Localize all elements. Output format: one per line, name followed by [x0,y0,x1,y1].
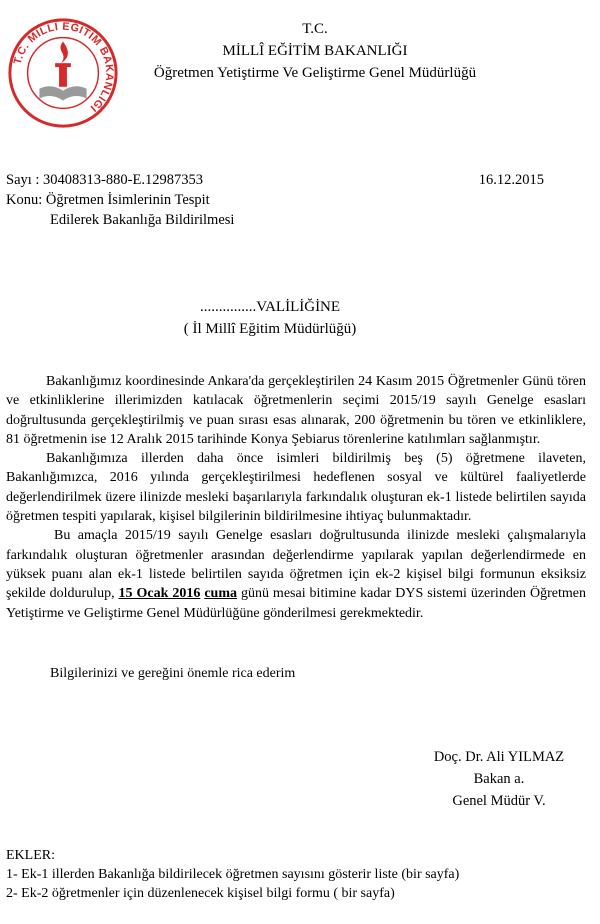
deadline-date: 15 Ocak 2016 [118,586,201,602]
signatory-title-1: Bakan a. [473,771,525,787]
paragraph-3 [6,526,586,622]
meb-seal-icon [4,14,122,132]
signature-block [414,746,584,812]
letter-body [6,372,586,623]
paragraph-2: Bakanlığımıza illerden daha önce isimleri bildirilmiş beş (5) öğretmene ilaveten, Bakanlığımızca, 2016 yılında gerçekleştirilmesi hedeflenen sosyal ve kültürel faaliyetlerde değerlendirilmek üzere ilinizde mesleki başarılarıyla farkındalık oluşturan ek-1 listede belirtilen sayıda öğretmen tespiti yapılarak, kişisel bilgilerinin bildirilmesine ihtiyaç bulunmaktadır. [6,451,586,525]
subject-line-2: Edilerek Bakanlığa Bildirilmesi [50,212,235,228]
paragraph-3-part-1: Bu amaçla 2015/19 sayılı Genelge esasları doğrultusunda ilinizde mesleki çalışmalarıyla farkındalık oluşturan öğretmenler arasından değerlendirme yapılarak yapılan değerlendirmede en yüksek puanı alan ek-1 listede belirtilen sayıda öğretmen için ek-2 kişisel bilgi formunun eksiksiz şekilde doldurulup, [6,528,586,602]
signatory-name: Doç. Dr. Ali YILMAZ [433,749,565,765]
signatory-title-2: Genel Müdür V. [452,793,546,809]
header-ministry: MİLLÎ EĞİTİM BAKANLIĞI [222,43,408,59]
header-republic: T.C. [302,21,328,37]
letterhead [110,18,520,84]
paragraph-1: Bakanlığımız koordinesinde Ankara'da gerçekleştirilen 24 Kasım 2015 Öğretmenler Günü tören ve etkinliklerine illerimizden katılacak öğretmenlerin seçimi 2015/19 sayılı Genelge esasları doğrultusunda gerçekleştirilmiş ve puan sırası esas alınarak, 200 öğretmenin bu tören ve etkinliklere, 81 öğretmenin ise 12 Aralık 2015 tarihinde Konya Şebiarus törenlerine katılımları sağlanmıştır. [6,374,586,447]
paragraph-3-part-2: günü mesai bitimine kadar DYS sistemi üzerinden Öğretmen Yetiştirme ve Geliştirme Genel Müdürlüğüne gönderilmesi gerekmektedir. [6,586,586,621]
attachments-heading: EKLER: [6,848,55,863]
attachments [6,846,459,903]
attachment-item: 2- Ek-2 öğretmenler için düzenlenecek kişisel bilgi formu ( bir sayfa) [6,886,395,901]
addressee-line-2: ( İl Millî Eğitim Müdürlüğü) [183,321,357,337]
addressee-line-1: ...............VALİLİĞİNE [199,299,341,315]
subject-line-1: Konu: Öğretmen İsimlerinin Tespit [6,192,210,208]
logo-ring-text: T.C. MİLLÎ EĞİTİM BAKANLIĞI [11,20,116,115]
attachment-item: 1- Ek-1 illerden Bakanlığa bildirilecek öğretmen sayısını gösterir liste (bir sayfa) [6,867,460,882]
closing-line: Bilgilerinizi ve gereğini önemle rica ederim [50,666,296,681]
addressee [120,296,420,340]
deadline-day: cuma [204,586,237,602]
document-date: 16.12.2015 [478,172,544,188]
reference-number: Sayı : 30408313-880-E.12987353 [6,172,203,188]
header-directorate: Öğretmen Yetiştirme Ve Geliştirme Genel Müdürlüğü [153,65,477,81]
